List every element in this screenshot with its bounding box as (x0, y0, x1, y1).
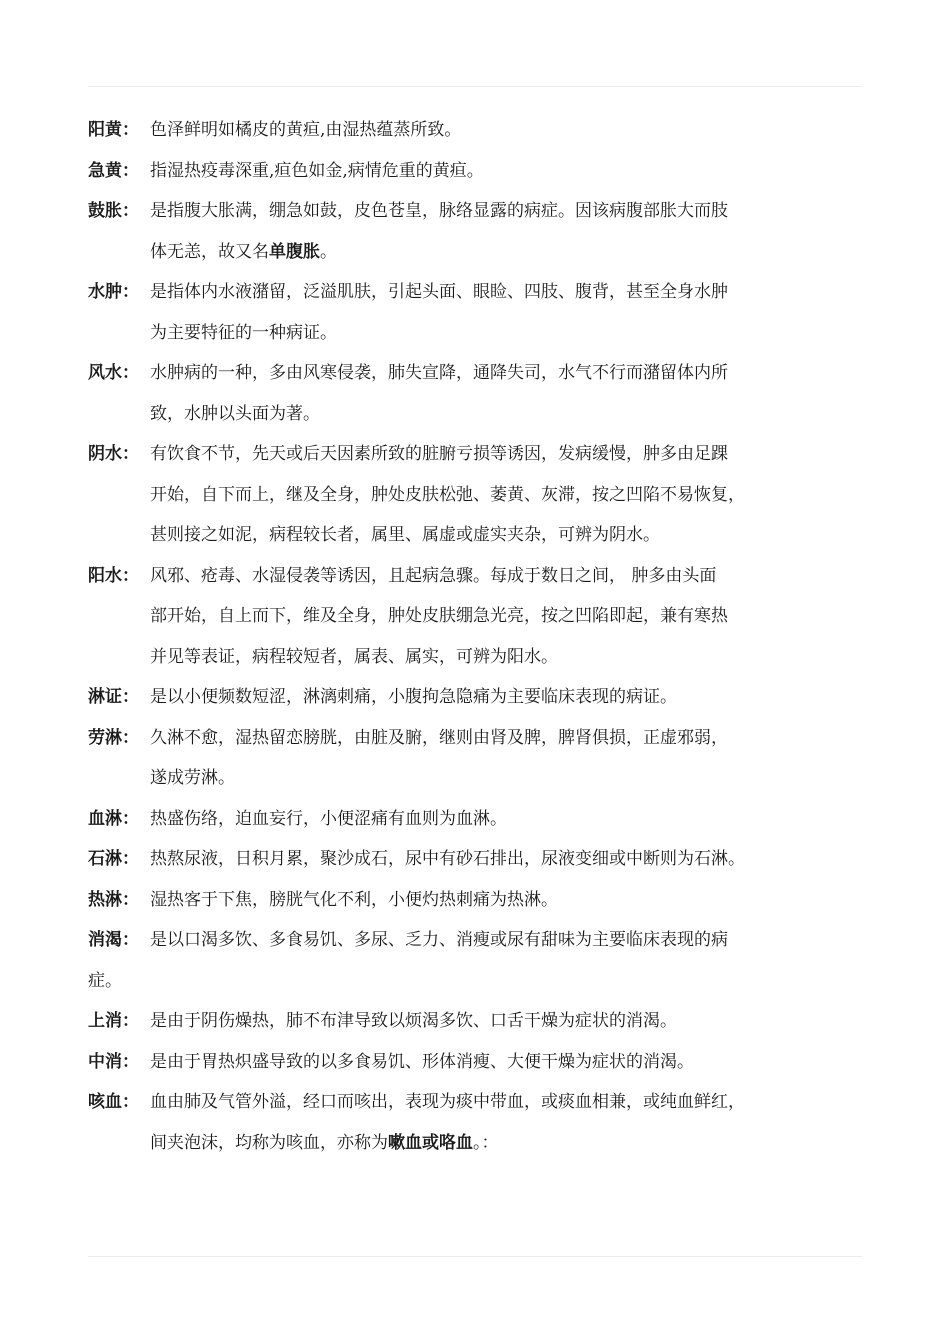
entry-line: 热盛伤络，迫血妄行，小便涩痛有血则为血淋。 (150, 808, 507, 829)
entry-line: 是指体内水液潴留，泛溢肌肤，引起头面、眼睑、四肢、腹背，甚至全身水肿 (150, 282, 728, 302)
entry-term: 淋证： (88, 687, 139, 707)
entry-term: 热淋： (88, 889, 139, 910)
entry-guzhang (88, 191, 878, 272)
entry-relin (88, 880, 878, 921)
entry-line: 湿热客于下焦，膀胱气化不利，小便灼热刺痛为热淋。 (150, 889, 558, 910)
entry-zhongxiao (88, 1042, 878, 1083)
entry-line: 致，水肿以头面为著。 (150, 403, 320, 424)
entry-line: 色泽鲜明如橘皮的黄疸,由湿热蕴蒸所致。 (150, 120, 462, 140)
entry-line: 血由肺及气管外溢，经口而咳出，表现为痰中带血，或痰血相兼，或纯血鲜红， (150, 1092, 745, 1112)
entry-line: 久淋不愈，湿热留恋膀胱，由脏及腑，继则由肾及脾，脾肾俱损，正虚邪弱， (150, 727, 728, 748)
entry-line: 水肿病的一种，多由风寒侵袭，肺失宣降，通降失司，水气不行而潴留体内所 (150, 363, 728, 383)
entry-line (150, 1123, 878, 1164)
line-text: 间夹泡沫，均称为咳血，亦称为 (150, 1132, 388, 1153)
entry-line: 是以小便频数短涩，淋漓刺痛，小腹拘急隐痛为主要临床表现的病证。 (150, 687, 677, 707)
entry-line: 是由于胃热炽盛导致的以多食易饥、形体消瘦、大便干燥为症状的消渴。 (150, 1051, 694, 1072)
entry-term: 急黄： (88, 160, 139, 181)
entry-line: 指湿热疫毒深重,疸色如金,病情危重的黄疸。 (150, 160, 484, 181)
entry-shilin (88, 839, 878, 880)
entry-term: 阳水： (88, 565, 139, 586)
entry-yinshui (88, 434, 878, 556)
entry-xuelin (88, 799, 878, 840)
entry-term: 石淋： (88, 849, 139, 869)
entry-line: 遂成劳淋。 (150, 768, 235, 788)
entry-jihuang (88, 151, 878, 192)
entry-term: 鼓胀： (88, 201, 139, 221)
entry-line (150, 232, 878, 273)
entry-line: 是由于阴伤燥热，肺不布津导致以烦渴多饮、口舌干燥为症状的消渴。 (150, 1011, 677, 1031)
entry-term: 咳血： (88, 1092, 139, 1112)
entry-term: 风水： (88, 363, 139, 383)
entry-line: 症。 (88, 970, 122, 991)
entry-line: 热熬尿液，日积月累，聚沙成石，尿中有砂石排出，尿液变细或中断则为石淋。 (150, 849, 745, 869)
entry-shuizhong (88, 272, 878, 353)
entry-line: 开始，自下而上，继及全身，肿处皮肤松弛、萎黄、灰滞，按之凹陷不易恢复， (150, 484, 745, 505)
entry-line: 部开始，自上而下，维及全身，肿处皮肤绷急光亮，按之凹陷即起，兼有寒热 (150, 606, 728, 626)
entry-line: 是以口渴多饮、多食易饥、多尿、乏力、消瘦或尿有甜味为主要临床表现的病 (150, 930, 728, 950)
entry-line: 为主要特征的一种病证。 (150, 322, 337, 343)
entry-term: 阴水： (88, 444, 139, 464)
line-text: 。： (473, 1132, 499, 1153)
bottom-rule (88, 1256, 862, 1257)
entry-line: 风邪、疮毒、水湿侵袭等诱因，且起病急骤。每成于数日之间， 肿多由头面 (150, 565, 717, 586)
entry-fengshui (88, 353, 878, 434)
entry-term: 劳淋： (88, 727, 139, 748)
entry-term: 阳黄： (88, 120, 139, 140)
entry-term: 上消： (88, 1011, 139, 1031)
entry-kexue (88, 1082, 878, 1163)
entry-xiaoke (88, 920, 878, 1001)
entry-term: 血淋： (88, 808, 139, 829)
entry-shangxiao (88, 1001, 878, 1042)
top-rule (88, 86, 862, 87)
entry-line: 甚则接之如泥，病程较长者，属里、属虚或虚实夹杂，可辨为阴水。 (150, 525, 660, 545)
entry-laolin (88, 718, 878, 799)
entry-term: 消渴： (88, 930, 139, 950)
entry-linzheng (88, 677, 878, 718)
bold-term: 嗽血或咯血 (388, 1132, 473, 1153)
entry-line: 是指腹大胀满，绷急如鼓，皮色苍皇，脉络显露的病症。因该病腹部胀大而肢 (150, 201, 728, 221)
line-text: 体无恙，故又名 (150, 241, 269, 262)
entry-yangshui (88, 556, 878, 678)
entry-line: 并见等表证，病程较短者，属表、属实，可辨为阳水。 (150, 646, 558, 667)
entry-yanghuang (88, 110, 878, 151)
document-body (88, 110, 878, 1163)
bold-term: 单腹胀 (269, 241, 320, 262)
entry-term: 中消： (88, 1051, 139, 1072)
entry-term: 水肿： (88, 282, 139, 302)
entry-line: 有饮食不节，先天或后天因素所致的脏腑亏损等诱因，发病缓慢，肿多由足踝 (150, 444, 728, 464)
line-text: 。 (320, 241, 337, 262)
